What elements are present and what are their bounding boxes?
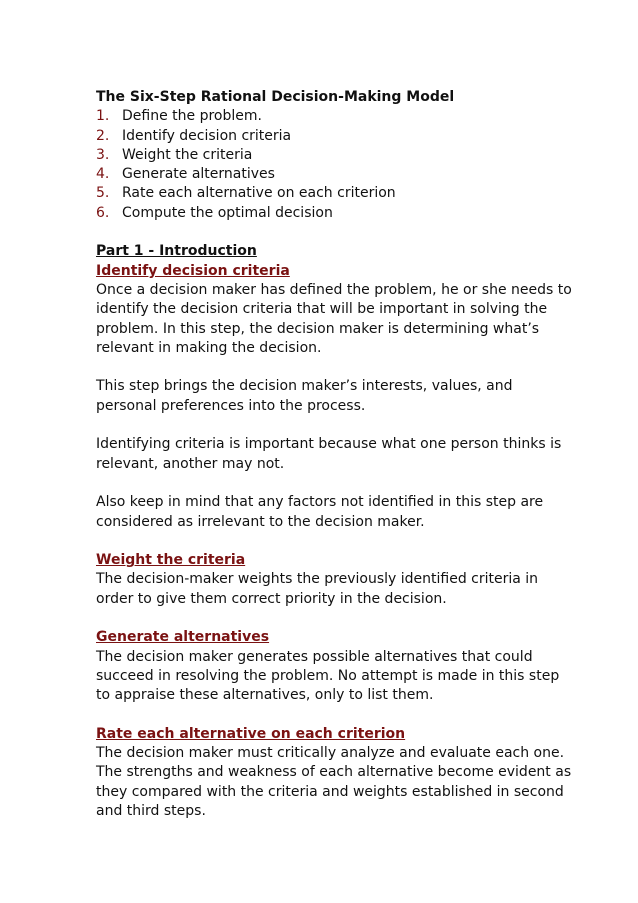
section-paragraph: Identifying criteria is important because what one person thinks is relevant, another may not. xyxy=(96,436,562,472)
section-heading-generate-alternatives: Generate alternatives xyxy=(96,629,270,646)
section-heading-rate-alternatives: Rate each alternative on each criterion xyxy=(96,725,406,742)
spacer xyxy=(96,416,576,435)
list-item-text: Rate each alternative on each criterion xyxy=(122,185,396,202)
spacer xyxy=(96,223,576,242)
list-item xyxy=(96,165,576,184)
list-item-text: Generate alternatives xyxy=(122,166,275,183)
list-item xyxy=(96,146,576,165)
section-paragraph: The decision maker generates possible alternatives that could succeed in resolving the problem. No attempt is made in this step to appraise these alternatives, only to list them. xyxy=(96,648,560,704)
list-item-number: 6. xyxy=(96,204,110,221)
list-item-text: Weight the criteria xyxy=(122,146,253,163)
section-paragraph: Once a decision maker has defined the problem, he or she needs to identify the decision criteria that will be important in solving the problem. In this step, the decision maker is determining what’s relevant in making the decision. xyxy=(96,281,572,356)
section-paragraph: This step brings the decision maker’s interests, values, and personal preferences into the process. xyxy=(96,378,513,414)
spacer xyxy=(96,532,576,551)
list-item-text: Identify decision criteria xyxy=(122,127,292,144)
spacer xyxy=(96,706,576,725)
document-page xyxy=(96,88,576,821)
list-item-number: 4. xyxy=(96,166,110,183)
section-heading-identify-criteria: Identify decision criteria xyxy=(96,262,290,279)
list-item xyxy=(96,107,576,126)
list-item-text: Define the problem. xyxy=(122,108,262,125)
spacer xyxy=(96,609,576,628)
list-item xyxy=(96,204,576,223)
section-paragraph: The decision maker must critically analyze and evaluate each one. The strengths and weakness of each alternative become evident as they compared with the criteria and weights established in second and third steps. xyxy=(96,745,572,819)
list-item-number: 1. xyxy=(96,108,110,125)
spacer xyxy=(96,474,576,493)
section-paragraph: The decision-maker weights the previously identified criteria in order to give them correct priority in the decision. xyxy=(96,571,539,607)
list-item-number: 5. xyxy=(96,185,110,202)
list-item-number: 3. xyxy=(96,146,110,163)
list-item xyxy=(96,184,576,203)
list-item-text: Compute the optimal decision xyxy=(122,204,333,221)
list-item xyxy=(96,127,576,146)
spacer xyxy=(96,358,576,377)
document-title: The Six-Step Rational Decision-Making Model xyxy=(96,89,455,105)
section-paragraph: Also keep in mind that any factors not identified in this step are considered as irrelevant to the decision maker. xyxy=(96,494,544,530)
section-heading-weight-criteria: Weight the criteria xyxy=(96,552,246,569)
part-heading: Part 1 - Introduction xyxy=(96,243,257,260)
list-item-number: 2. xyxy=(96,127,110,144)
steps-list xyxy=(96,107,576,223)
